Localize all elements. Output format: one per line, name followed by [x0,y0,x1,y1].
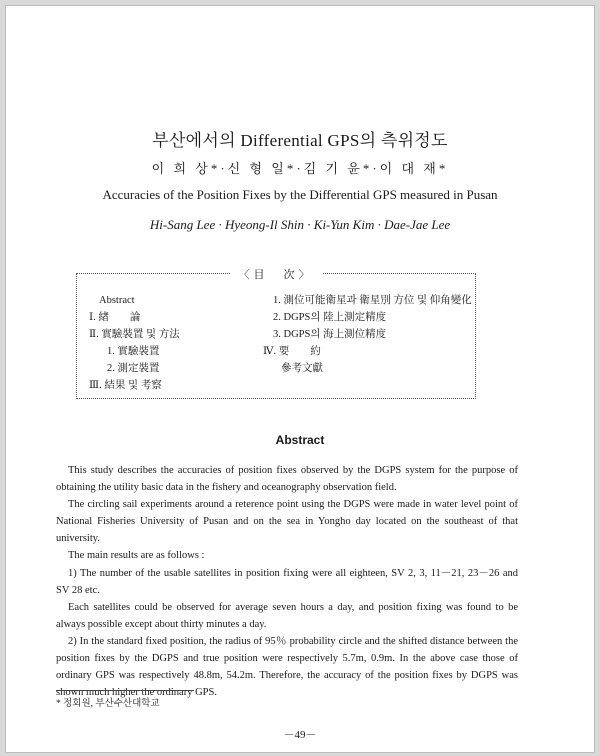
abstract-paragraph: 1) The number of the usable satellites in position fixing were all eighteen, SV 2, 3, 11－21, 23－26 and SV 28 etc. [56,567,518,596]
abstract-body [56,462,518,701]
abstract-heading: Abstract [275,433,325,447]
table-of-contents [76,269,476,399]
toc-heading: 〈目 次〉 [231,269,322,281]
toc-item: Ⅲ. 結果 및 考察 [89,380,162,391]
abstract-paragraph: 2) In the standard fixed position, the radius of 95％ probability circle and the shifted distance between the position fixes by the DGPS and true position were respectively 5.7m, 0.9m. In the above case those of ordinary GPS was respectively 48.8m, 54.2m. Therefore, the accuracy of the position fixes by DGPS was shown much higher the ordinary GPS. [56,635,518,699]
abstract-paragraph: Each satellites could be observed for average seven hours a day, and position fixing was found to be always possible except about thirty minutes a day. [56,601,518,630]
toc-left-column [89,292,180,394]
toc-item: 1. 測位可能衛星과 衛星別 方位 및 仰角變化 [273,295,472,306]
abstract-paragraph: The circling sail experiments around a reterence point using the DGPS were made in water level point of National Fisheries University of Pusan and on the sea in Yongho day located on the southeast of that university. [56,499,518,545]
toc-right-column [263,292,472,377]
paper-title-korean: 부산에서의 Differential GPS의 측위정도 [152,131,448,150]
toc-item: Abstract [99,295,135,306]
footnote: * 정회원, 부산수산대학교 [56,699,160,709]
authors-english: Hi-Sang Lee · Hyeong-Il Shin · Ki-Yun Kim · Dae-Jae Lee [149,217,451,232]
toc-item: 2. 測定裝置 [107,363,160,374]
toc-item: 2. DGPS의 陸上測定精度 [273,312,387,323]
authors-korean: 이 희 상*·신 형 일*·김 기 윤*·이 대 재* [151,161,449,176]
toc-item: Ⅳ. 要 約 [263,346,321,357]
toc-item: 參考文獻 [281,363,323,374]
paper-title-english: Accuracies of the Position Fixes by the Differential GPS measured in Pusan [102,187,498,202]
abstract-paragraph: This study describes the accuracies of position fixes observed by the DGPS system for the purpose of obtaining the utility basic data in the fishery and oceanography observation field. [56,465,518,494]
toc-item: 1. 實驗裝置 [107,346,160,357]
paper-page [5,5,595,753]
footnote-divider [56,690,194,691]
toc-item: 3. DGPS의 海上測位精度 [273,329,387,340]
toc-item: Ⅰ. 緖 論 [89,312,141,323]
abstract-paragraph: The main results are as follows : [68,550,205,562]
page-number: －49－ [283,729,317,741]
toc-item: Ⅱ. 實驗裝置 및 方法 [89,329,180,340]
